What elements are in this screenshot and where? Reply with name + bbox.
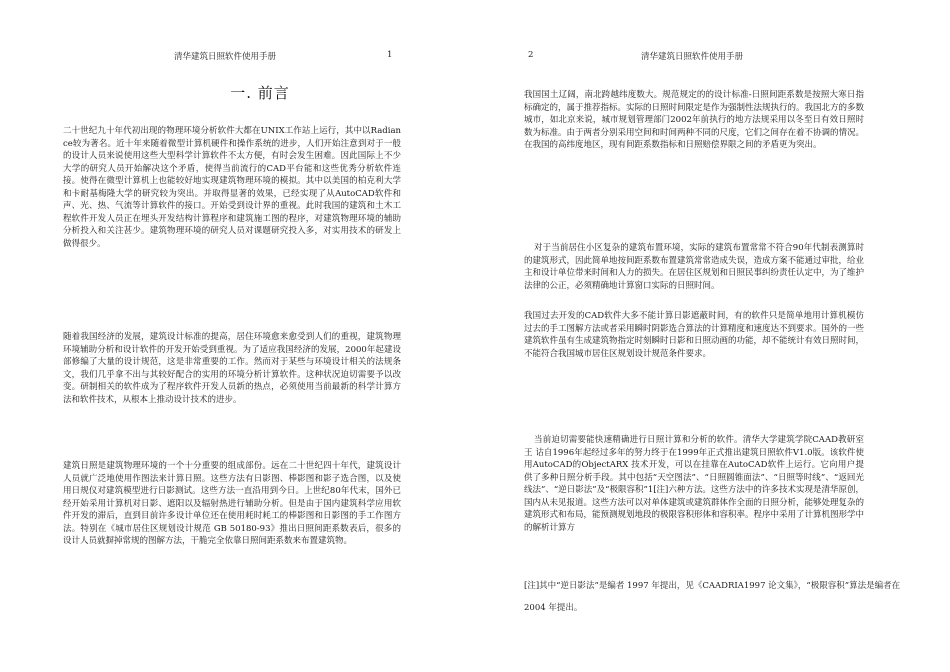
left-paragraph-2: 随着我国经济的发展，建筑设计标准的提高，居住环境愈来愈受到人们的重视，建筑物理环境辅助分析和设计软件的开发开始受到重视。为了适应我国经济的发展，2000年起建设部修编了大量的设计规范，这是非常重要的工作。然而对于某些与环境设计相关的法规条文，我们几乎拿不出与其较好配合的实用的环境分析计算软件。这种状况迫切需要予以改变。研制相关的软件成为了程序软件开发人员新的热点，必须使用当前最新的科学计算方法和软件技术，从根本上推动设计技术的进步。 bbox=[63, 332, 401, 405]
right-page-number: 2 bbox=[528, 50, 534, 60]
right-page bbox=[475, 0, 950, 672]
right-paragraph-1: 我国国土辽阔，南北跨越纬度数大。规范规定的的设计标准-日照间距系数是按照大寒日指标确定的，属于推荐指标。实际的日照时间限定是作为强制性法规执行的。我国北方的多数城市，如北京来说，城市规划管理部门2002年前执行的地方法规采用以冬至日有效日照时数为标准。由于两者分别采用空间和时间两种不同的尺度，它们之间存在着不协调的情况。在我国的高纬度地区，现有间距系数指标和日照赔偿界限之间的矛盾更为突出。 bbox=[524, 90, 865, 150]
right-paragraph-2: 对于当前居住小区复杂的建筑布置环境，实际的建筑布置常常不符合90年代制表测算时的建筑形式，因此简单地按间距系数布置建筑常常造成失误，造成方案不能通过审批，给业主和设计单位带来时间和人力的损失。在居住区规划和日照民事纠纷责任认定中，为了维护法律的公正，必须精确地计算窗口实际的日照时间。 bbox=[524, 243, 865, 291]
left-paragraph-1: 二十世纪九十年代初出现的物理环境分析软件大都在UNIX工作站上运行，其中以Radiance较为著名。近十年来随着微型计算机硬件和操作系统的进步，人们开始注意到对于一般的设计人员来说使用这些大型科学计算软件不太方便，有时会发生困难。因此国际上不少大学的研究人员开始解决这个矛盾，使得当前流行的CAD平台能和这些优秀分析软件连接。使得在微型计算机上也能较好地实现建筑物理环境的模拟。其中以美国的柏克利大学和卡耐基梅隆大学的研究较为突出。并取得显著的效果，已经实现了从AutoCAD软件和声、光、热、气流等计算软件的接口。开始受到设计界的重视。此时我国的建筑和土木工程软件开发人员正在埋头开发结构计算程序和建筑施工图的程序，对建筑物理环境的辅助分析投入和关注甚少。建筑物理环境的研究人员对课题研究投入多，对实用技术的研发上做得很少。 bbox=[63, 126, 401, 249]
left-paragraph-3: 建筑日照是建筑物理环境的一个十分重要的组成部份。远在二十世纪四十年代，建筑设计人员就广泛地使用作图法来计算日照。这些方法有日影图、棒影图和影子选合图，以及使用日规仪对建筑模型进行日影测试。这些方法一直沿用到今日。上世纪80年代末，国外已经开始采用计算机对日影、遮阳以及辐射热进行辅助分析。但是由于国内建筑科学应用软件开发的滞后，直到目前许多设计单位还在使用耗时耗工的棒影图和日影图的手工作图方法。特别在《城市居住区规划设计规范 GB 50180-93》推出日照间距系数表后，很多的设计人员就摒掉常规的图解方法，干脆完全依靠日照间距系数来布置建筑物。 bbox=[63, 461, 401, 546]
section-heading: 一. 前言 bbox=[230, 84, 290, 102]
left-page-number: 1 bbox=[387, 50, 393, 60]
right-paragraph-3: 我国过去开发的CAD软件大多不能计算日影遮蔽时间，有的软件只是简单地用计算机模仿过去的手工图解方法或者采用瞬时阴影选合算法的计算精度和速度达不到要求。国外的一些建筑软件虽有生成建筑物指定时刻瞬时日影和日照动画的功能，却不能统计有效日照时间，不能符合我国城市居住区规划设计规范条件要求。 bbox=[524, 311, 865, 359]
left-running-header: 清华建筑日照软件使用手册 bbox=[174, 52, 277, 62]
right-running-header: 清华建筑日照软件使用手册 bbox=[641, 52, 744, 62]
footnote: [注]其中“逆日影法”是编者 1997 年提出，见《CAADRIA1997 论文集》，“极限容积”算法是编者在 2004 年提出。 bbox=[524, 581, 901, 613]
right-paragraph-4: 当前迫切需要能快速精确进行日照计算和分析的软件。清华大学建筑学院CAAD教研室王 诂自1996年起经过多年的努力终于在1999年正式推出建筑日照软件V1.0版。该软件使用AutoCAD的ObjectARX 技术开发，可以在挂靠在AutoCAD软件上运行。它向用户提供了多种日照分析手段。其中包括“天空图法”、“日照圆锥面法”、“日照等时线”、“返回光线法”、“逆日影法”及“极限容积”1[注]六种方法。这些方法中的许多技术实现是清华原创，国内从未见报道。这些方法可以对单体建筑或建筑群体作全面的日照分析，能够处理复杂的建筑形式和布局，能预测规划地段的极限容积形体和容积率。程序中采用了计算机图形学中的解析计算方 bbox=[524, 435, 865, 533]
